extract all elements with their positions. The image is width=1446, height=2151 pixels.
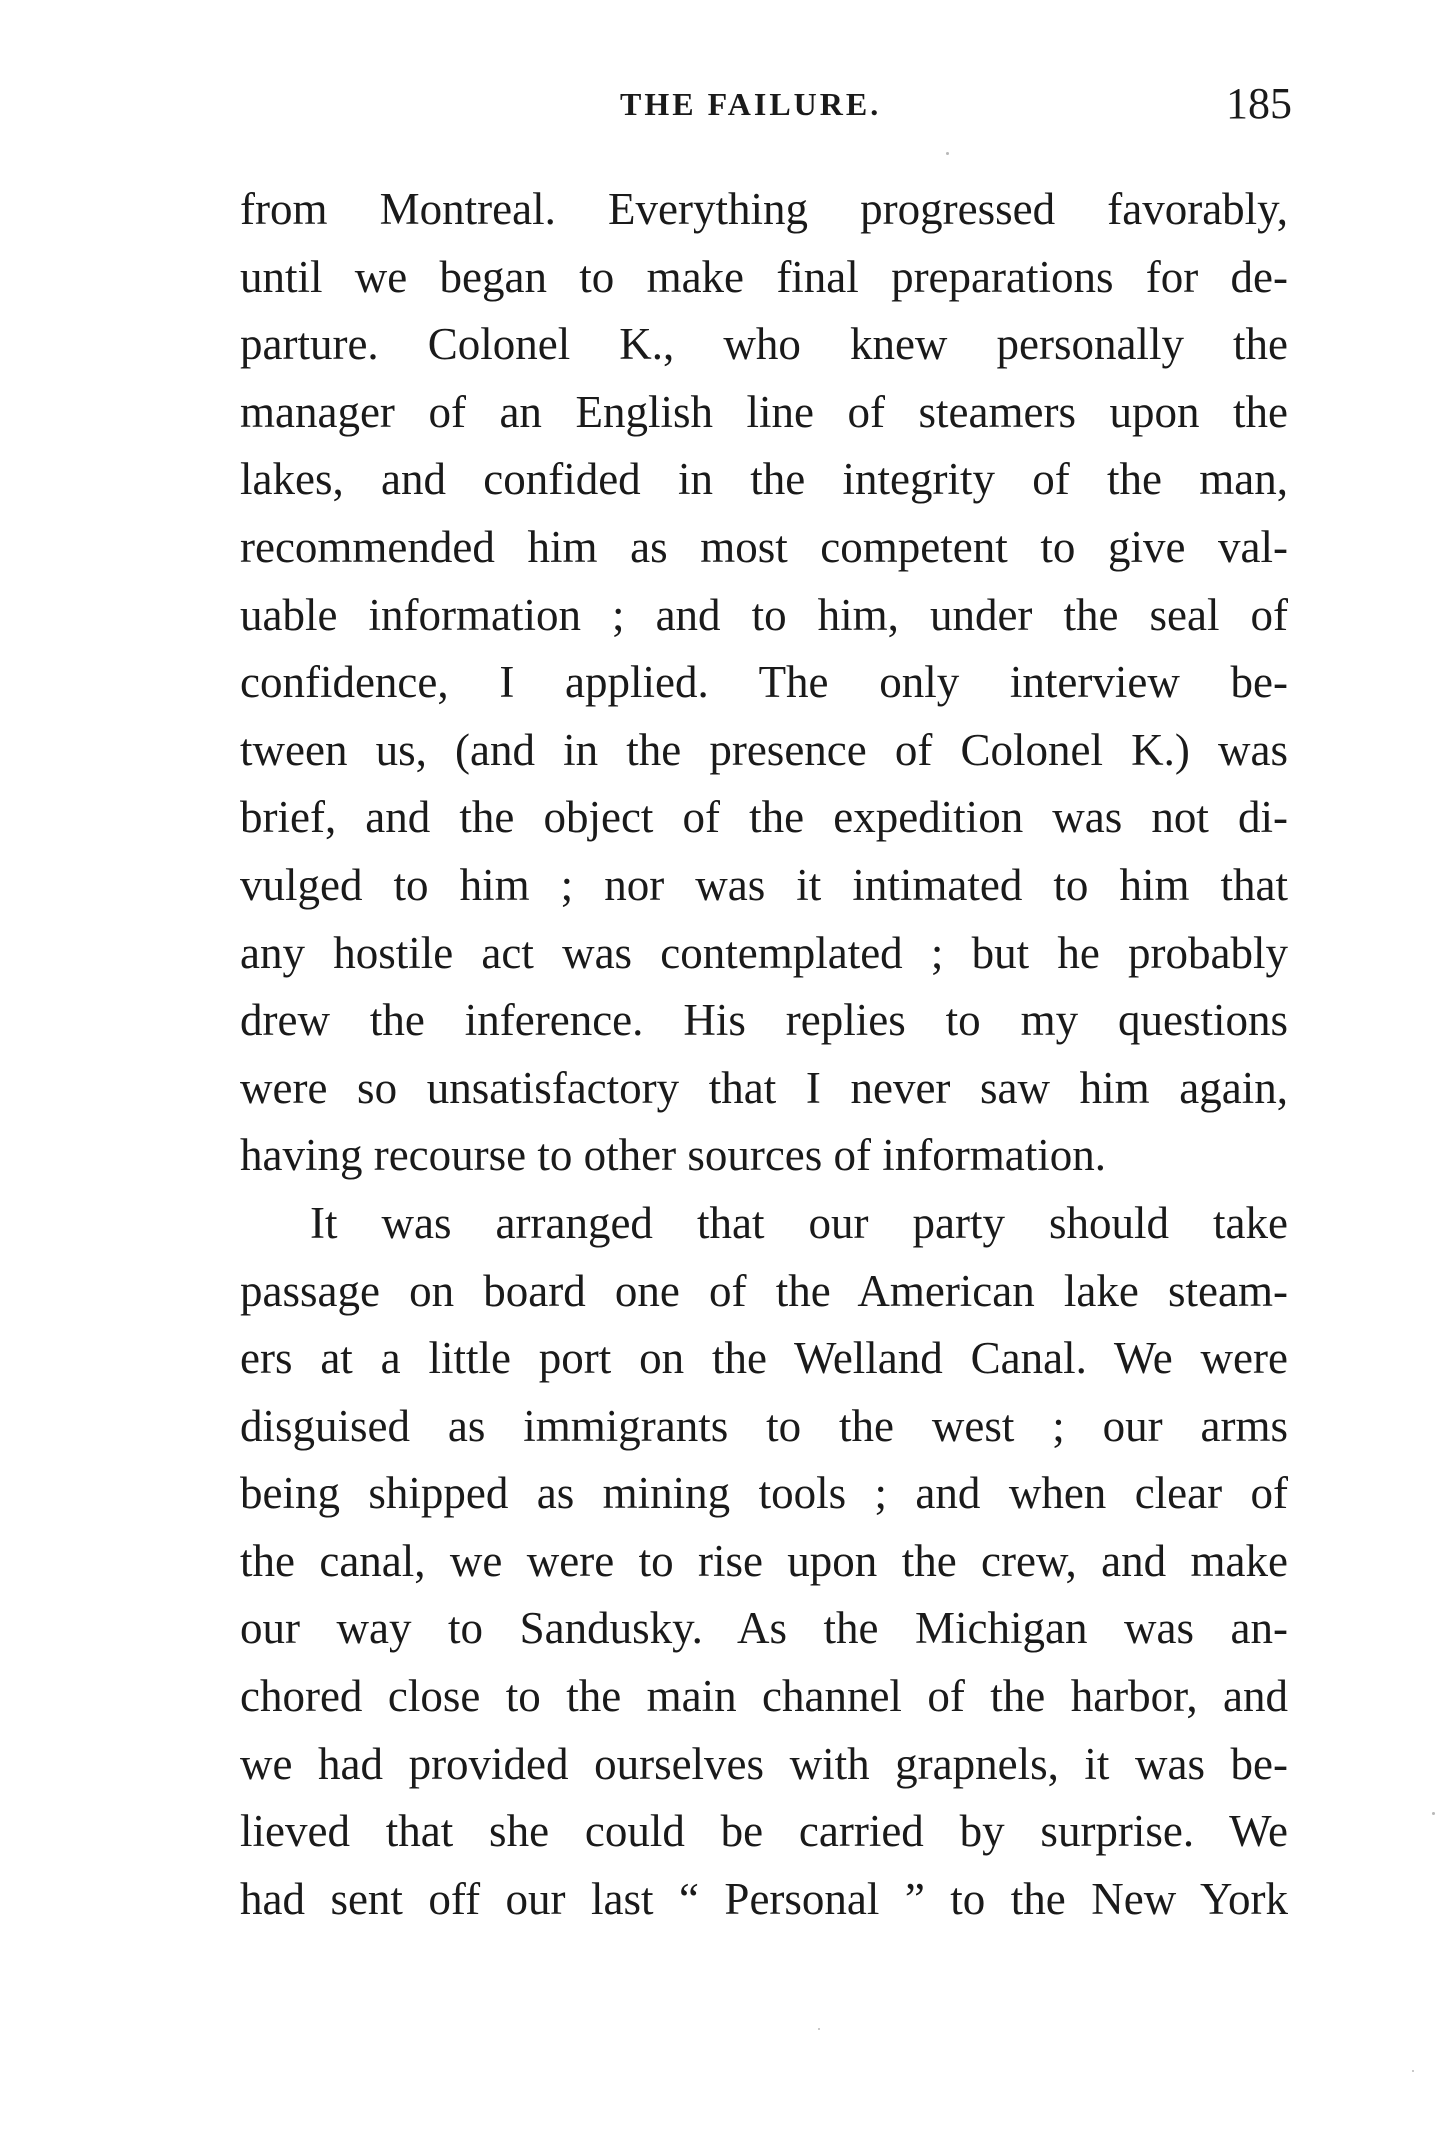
paragraph-end-line: having recourse to other sources of information. — [240, 1130, 1106, 1181]
paper-speck — [818, 2028, 820, 2030]
text-line: we had provided ourselves with grapnels, it was be- — [240, 1738, 1288, 1789]
text-line: disguised as immigrants to the west ; our arms — [240, 1400, 1288, 1451]
text-line: ers at a little port on the Welland Canal. We were — [240, 1333, 1288, 1384]
text-line: vulged to him ; nor was it intimated to him that — [240, 859, 1288, 910]
running-title: THE FAILURE. — [620, 86, 882, 122]
text-line: drew the inference. His replies to my questions — [240, 995, 1288, 1046]
text-line: passage on board one of the American lake steam- — [240, 1265, 1288, 1316]
text-line: being shipped as mining tools ; and when clear of — [240, 1468, 1288, 1519]
paper-speck — [1412, 2070, 1414, 2072]
text-line: the canal, we were to rise upon the crew, and make — [240, 1535, 1288, 1586]
text-line: lieved that she could be carried by surprise. We — [240, 1806, 1288, 1857]
text-line: lakes, and confided in the integrity of the man, — [240, 454, 1288, 505]
text-line: were so unsatisfactory that I never saw him again, — [240, 1062, 1288, 1113]
text-line: from Montreal. Everything progressed favorably, — [240, 184, 1288, 234]
text-line: tween us, (and in the presence of Colonel K.) was — [240, 724, 1288, 775]
running-head — [0, 78, 1446, 138]
paper-speck — [946, 152, 949, 155]
text-line: brief, and the object of the expedition was not di- — [240, 792, 1288, 843]
text-line: manager of an English line of steamers upon the — [240, 386, 1288, 437]
page-number: 185 — [1226, 79, 1292, 128]
text-line: any hostile act was contemplated ; but he probably — [240, 927, 1288, 978]
text-line: recommended him as most competent to give val- — [240, 521, 1288, 572]
text-line: uable information ; and to him, under the seal of — [240, 589, 1288, 640]
text-line: chored close to the main channel of the harbor, and — [240, 1671, 1288, 1722]
body-text — [240, 176, 1288, 1933]
text-line: had sent off our last “ Personal ” to the New York — [240, 1873, 1288, 1924]
text-line: confidence, I applied. The only interview be- — [240, 657, 1288, 708]
paper-speck — [1432, 1812, 1435, 1815]
text-line: parture. Colonel K., who knew personally the — [240, 319, 1288, 370]
text-line: our way to Sandusky. As the Michigan was an- — [240, 1603, 1288, 1654]
paragraph-start-line: It was arranged that our party should take — [310, 1197, 1288, 1248]
text-line: until we began to make final preparations for de- — [240, 251, 1288, 302]
